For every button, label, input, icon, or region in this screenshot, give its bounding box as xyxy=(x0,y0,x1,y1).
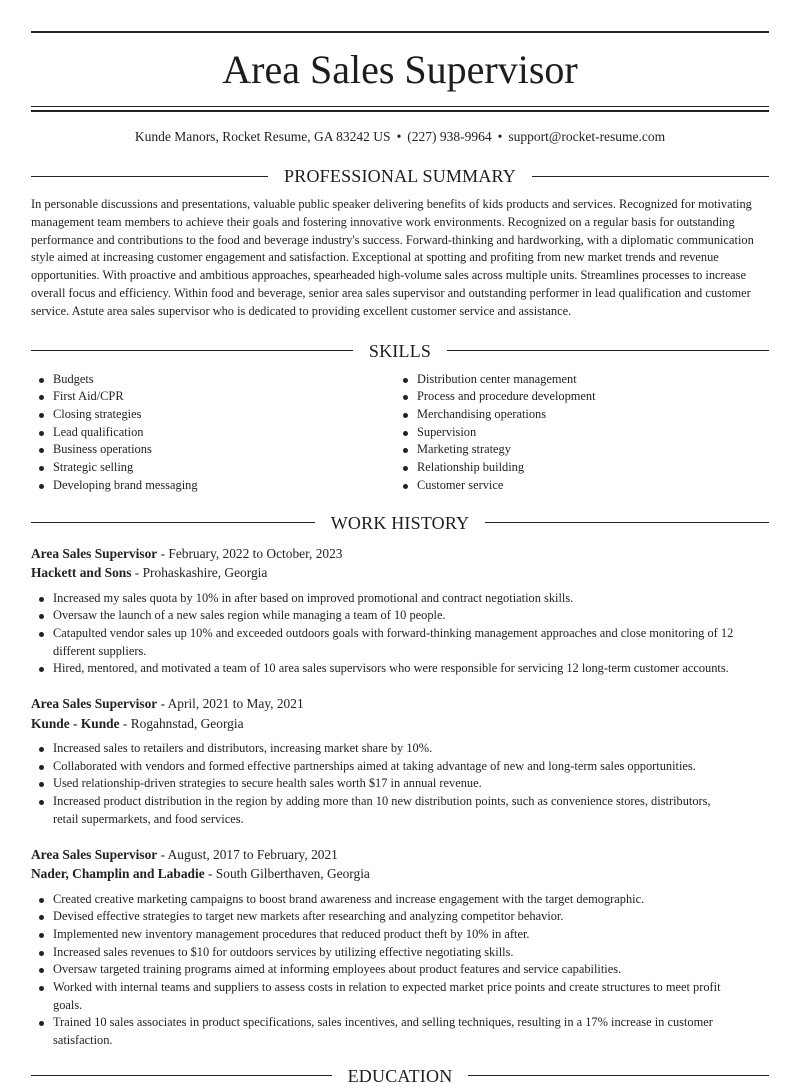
job-bullet: Increased sales revenues to $10 for outdoors services by utilizing effective negotiating skills. xyxy=(31,944,769,962)
job-bullet: Oversaw the launch of a new sales region while managing a team of 10 people. xyxy=(31,607,769,625)
job-bullet: Hired, mentored, and motivated a team of 10 area sales supervisors who were responsible for servicing 12 long-term customer accounts. xyxy=(31,660,769,678)
skill-item: Budgets xyxy=(31,371,395,389)
contact-line xyxy=(31,128,769,146)
job-bullets xyxy=(31,590,769,679)
skills-section-heading xyxy=(31,340,769,362)
top-rule xyxy=(31,31,769,33)
job-title: Area Sales Supervisor xyxy=(31,846,158,862)
job-bullet: Increased sales to retailers and distributors, increasing market share by 10%. xyxy=(31,740,769,758)
skill-item: Relationship building xyxy=(395,459,759,477)
summary-text: In personable discussions and presentations, valuable public speaker delivering benefits of kids products and services. Recognized for motivating management team members to achieve their goals and fostering innovative work environments. Recognized on a regular basis for outstanding performance and contributions to the food and beverage industry's success. Forward-thinking and hardworking, with a diplomatic communication style aimed at increasing customer engagement and satisfaction. Exceptional at spotting and profiting from new market trends and revenue opportunities. With proactive and ambitious approaches, spearheaded high-volume sales across multiple units. Streamlines processes to increase overall focus and efficiency. Within food and beverage, senior area sales supervisor and outstanding performer in lead qualification and customer service. Astute area sales supervisor who is dedicated to providing excellent customer service and assistance. xyxy=(31,197,754,318)
skill-item: Distribution center management xyxy=(395,371,759,389)
skill-item: Marketing strategy xyxy=(395,441,759,459)
skill-item: Customer service xyxy=(395,477,759,495)
job-bullet: Devised effective strategies to target new markets after researching and analyzing competitor behavior. xyxy=(31,908,769,926)
job-location: - Prohaskashire, Georgia xyxy=(131,565,268,580)
job-bullet: Created creative marketing campaigns to boost brand awareness and increase engagement with the target demographic. xyxy=(31,891,769,909)
summary-heading-label: PROFESSIONAL SUMMARY xyxy=(284,166,516,186)
job-company-row xyxy=(31,563,769,583)
job-bullet: Catapulted vendor sales up 10% and exceeded outdoors goals with forward-thinking management approaches and close monitoring of 12 different suppliers. xyxy=(31,625,769,660)
job-location: - Rogahnstad, Georgia xyxy=(119,715,244,731)
contact-email[interactable]: support@rocket-resume.com xyxy=(508,129,666,144)
contact-separator: • xyxy=(396,129,402,144)
job-bullet: Worked with internal teams and suppliers to assess costs in relation to expected market price points and create structures to meet profit goals. xyxy=(31,979,769,1014)
job-bullet: Collaborated with vendors and formed effective partnerships aimed at taking advantage of new and long-term sales opportunities. xyxy=(31,758,769,776)
job-company: Nader, Champlin and Labadie xyxy=(31,866,205,882)
skills-list xyxy=(31,371,769,495)
skill-item: Process and procedure development xyxy=(395,388,759,406)
job-title: Area Sales Supervisor xyxy=(31,545,158,561)
job-bullet: Oversaw targeted training programs aimed at informing employees about product features and service capabilities. xyxy=(31,961,769,979)
job-location: - South Gilberthaven, Georgia xyxy=(204,866,370,882)
job-title: Area Sales Supervisor xyxy=(31,696,158,712)
job-title-row xyxy=(31,694,769,714)
job-company-row xyxy=(31,714,769,734)
skills-column-left xyxy=(31,371,395,495)
skill-item: First Aid/CPR xyxy=(31,388,395,406)
skills-heading-label: SKILLS xyxy=(368,340,432,361)
skill-item: Strategic selling xyxy=(31,459,395,477)
job-bullet: Implemented new inventory management procedures that reduced product theft by 10% in after. xyxy=(31,926,769,944)
job-bullet: Increased product distribution in the region by adding more than 10 new distribution points, such as convenience stores, distributors, retail supermarkets, and food services. xyxy=(31,793,769,828)
job-company: Hackett and Sons xyxy=(31,565,132,580)
job-dates: - August, 2017 to February, 2021 xyxy=(157,846,338,862)
summary-section-heading xyxy=(31,165,769,187)
job-dates: - February, 2022 to October, 2023 xyxy=(157,545,343,561)
resume-title: Area Sales Supervisor xyxy=(222,47,578,92)
job-company-row xyxy=(31,864,769,884)
job-bullet: Used relationship-driven strategies to secure health sales worth $17 in annual revenue. xyxy=(31,775,769,793)
job-title-row xyxy=(31,845,769,865)
skill-item: Merchandising operations xyxy=(395,406,759,424)
job-bullet: Increased my sales quota by 10% in after based on improved promotional and contract negotiation skills. xyxy=(31,590,769,608)
skill-item: Supervision xyxy=(395,424,759,442)
job-bullets xyxy=(31,891,769,1050)
job-bullet: Trained 10 sales associates in product specifications, sales incentives, and selling techniques, resulting in a 17% increase in customer satisfaction. xyxy=(31,1014,769,1049)
contact-phone: (227) 938-9964 xyxy=(407,129,492,144)
education-section-heading xyxy=(31,1065,769,1087)
title-double-rule xyxy=(31,106,769,112)
job-company: Kunde - Kunde xyxy=(31,715,120,731)
skill-item: Lead qualification xyxy=(31,424,395,442)
skill-item: Developing brand messaging xyxy=(31,477,395,495)
education-heading-label: EDUCATION xyxy=(347,1065,453,1086)
contact-separator: • xyxy=(497,129,503,144)
resume-page xyxy=(31,31,769,1087)
job-entry xyxy=(31,845,769,1050)
job-entry xyxy=(31,544,769,679)
work-section-heading xyxy=(31,512,769,534)
skills-column-right xyxy=(395,371,759,495)
job-title-row xyxy=(31,544,769,564)
job-entry xyxy=(31,694,769,829)
job-dates: - April, 2021 to May, 2021 xyxy=(157,696,304,712)
job-bullets xyxy=(31,740,769,829)
skill-item: Closing strategies xyxy=(31,406,395,424)
work-heading-label: WORK HISTORY xyxy=(330,512,470,533)
contact-address: Kunde Manors, Rocket Resume, GA 83242 US xyxy=(134,129,391,144)
skill-item: Business operations xyxy=(31,441,395,459)
